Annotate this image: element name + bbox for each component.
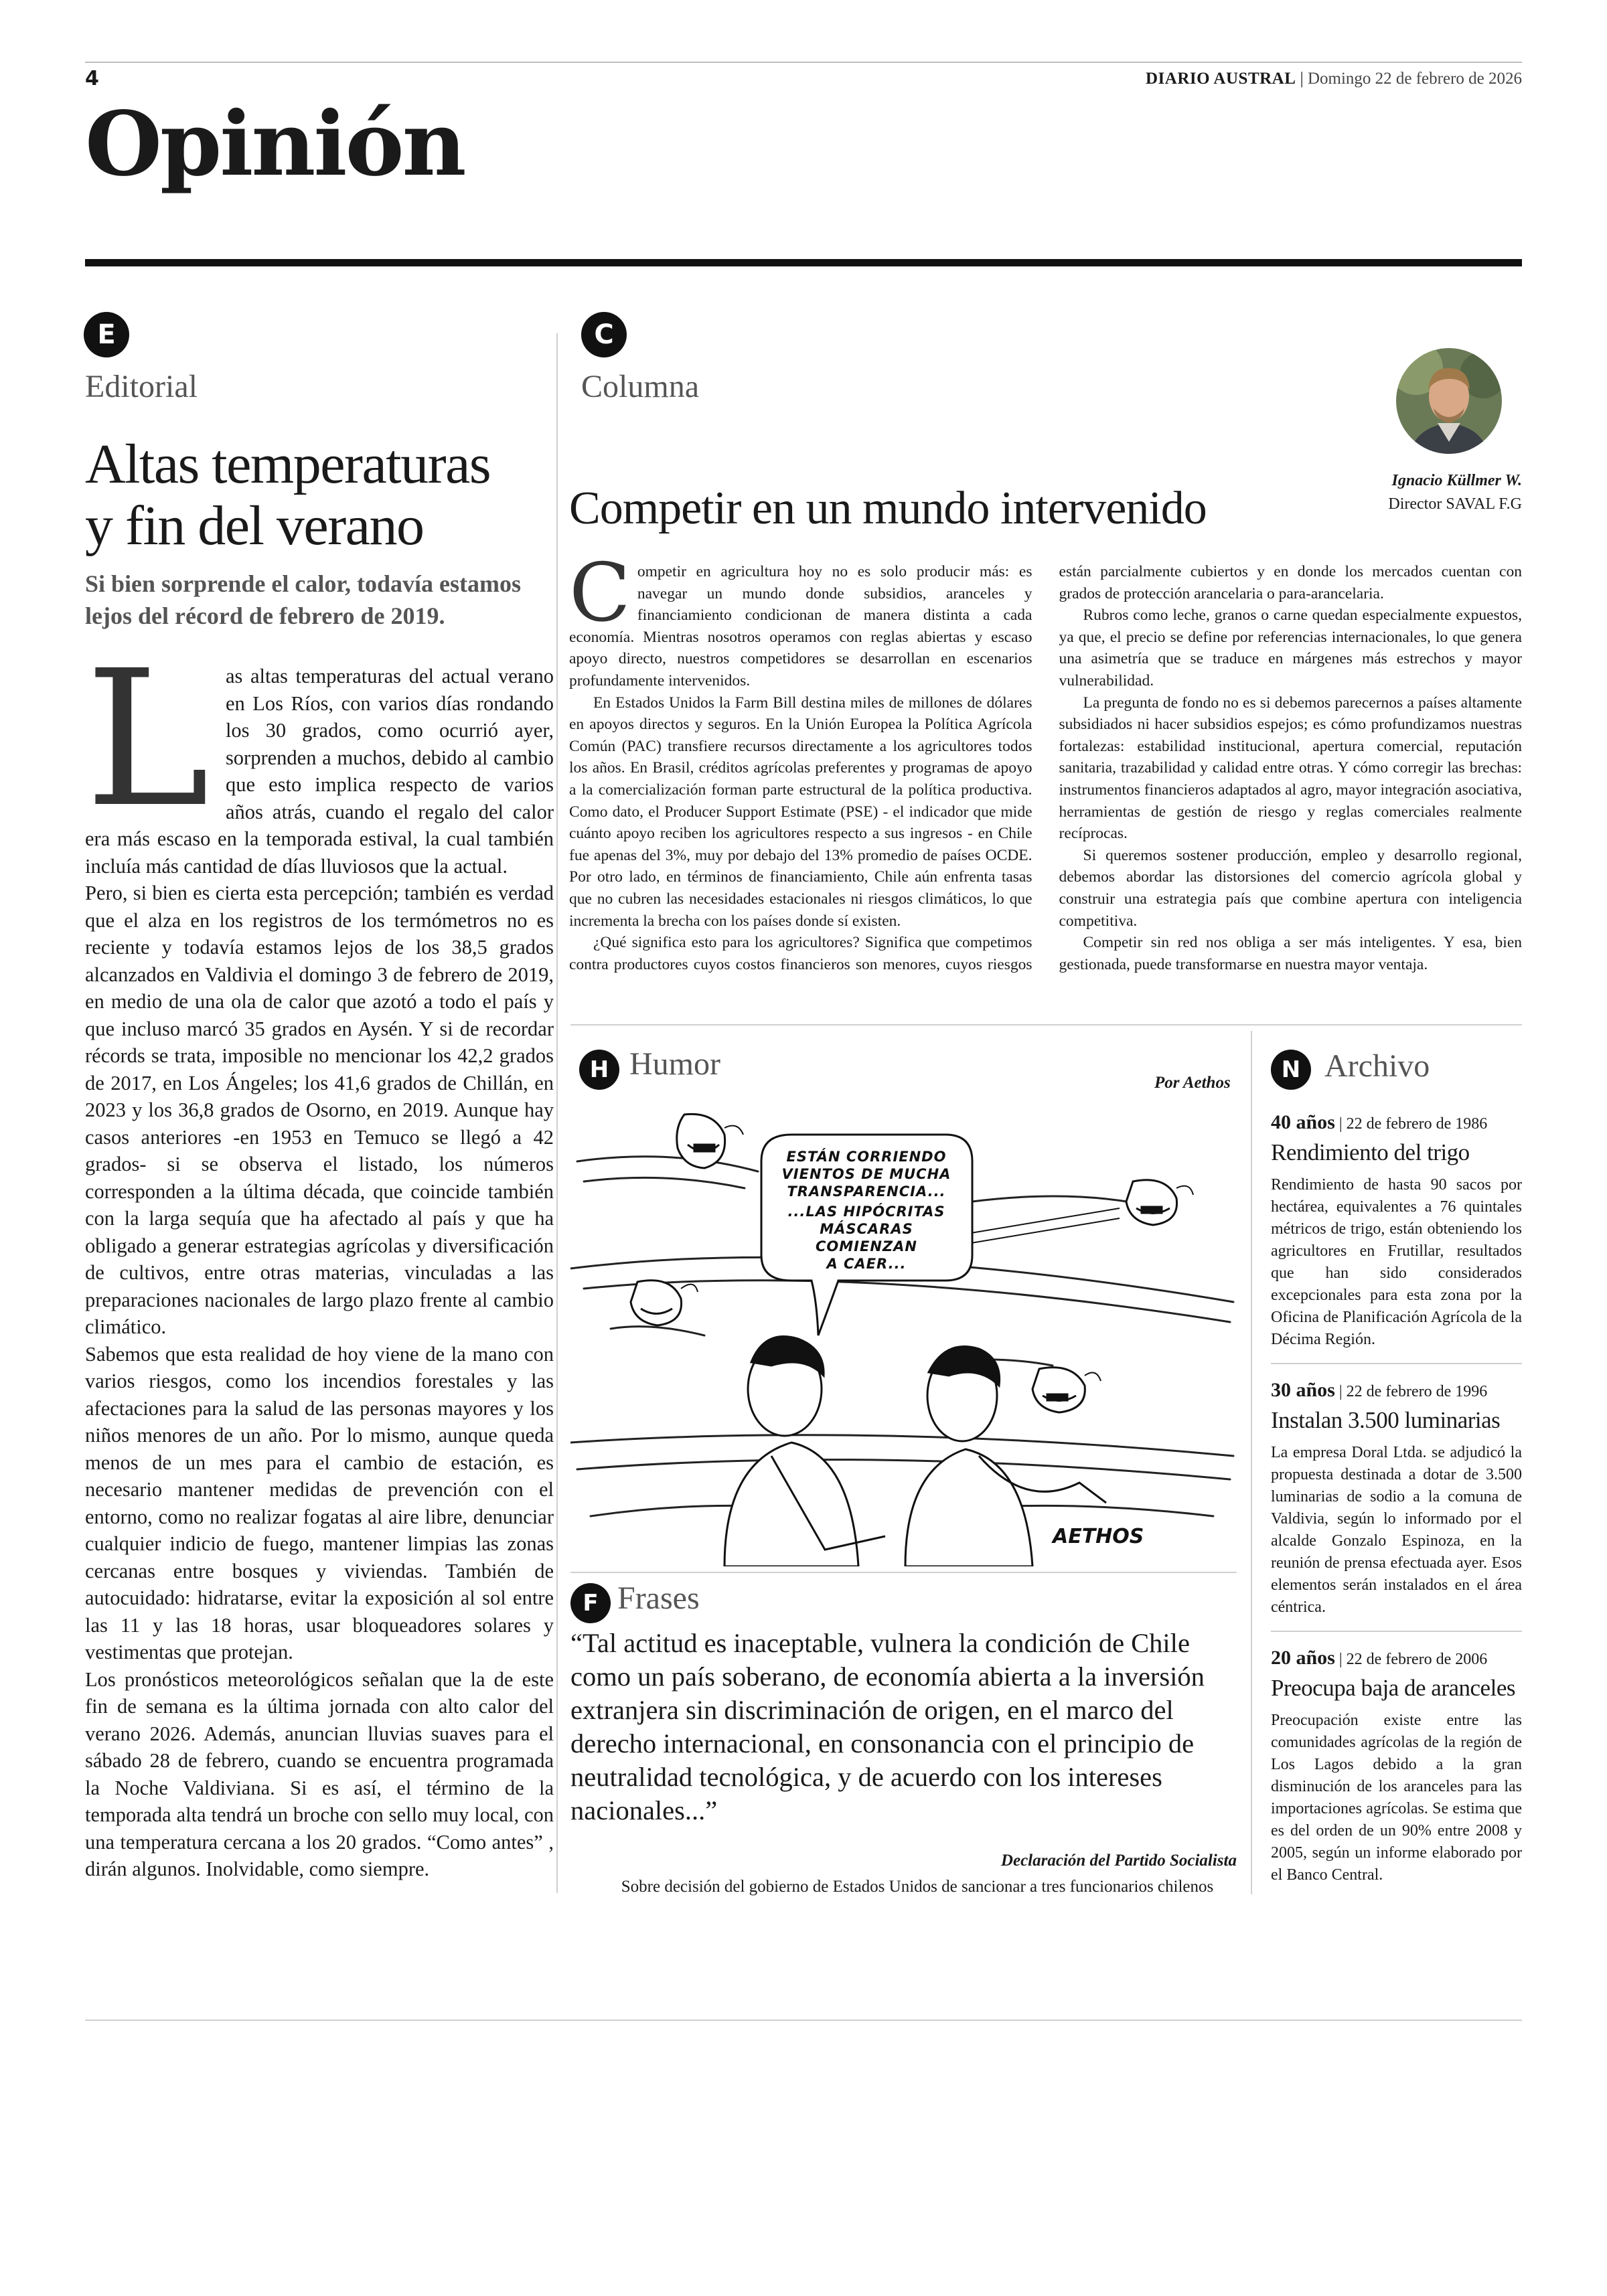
speech-line-1: ESTÁN CORRIENDO — [786, 1149, 947, 1165]
masthead-separator: | — [1296, 70, 1308, 88]
speech-line-5: MÁSCARAS — [820, 1221, 913, 1237]
speech-line-4: ...LAS HIPÓCRITAS — [787, 1204, 945, 1220]
editorial-badge: E — [84, 312, 129, 357]
author-name: Ignacio Küllmer W. — [1391, 472, 1522, 489]
column-paragraph: ¿Qué significa esto para los agricultores? Significa que competimos contra productores cuyos costos financieros son menores, cuyos riesgos están parcialmente cubiertos y en donde los mercados cuentan con grados de protección arancelaria o para-arancelaria. — [569, 563, 1522, 973]
editorial-dropcap: L — [85, 631, 210, 849]
frases-context: Sobre decisión del gobierno de Estados Unidos de sancionar a tres funcionarios chilenos — [621, 1878, 1214, 1896]
speech-line-6: COMIENZAN — [816, 1238, 917, 1254]
frases-quote: “Tal actitud es inaceptable, vulnera la condición de Chile como un país soberano, de economía abierta a la inversión extranjera sin discriminación de origen, en el marco del derecho internacional, en consonancia con el principio de neutralidad tecnológica, y de acuerdo con los intereses nacionales...” — [570, 1628, 1205, 1825]
column-paragraph: Rubros como leche, granos o carne quedan especialmente expuestos, ya que, el precio se define por referencias internacionales, lo que genera una asimetría que se traduce en márgenes más estrechos y mayor vulnerabilidad. — [1059, 606, 1522, 689]
frases-label: Frases — [617, 1580, 700, 1616]
editorial-headline — [85, 434, 554, 557]
archivo-divider — [1251, 1031, 1252, 1894]
editorial-body — [85, 631, 554, 1883]
masthead — [1146, 70, 1522, 88]
column-dropcap: C — [569, 547, 631, 640]
archivo-separator — [1271, 1631, 1522, 1632]
column-headline: Competir en un mundo intervenido — [569, 483, 1207, 534]
archivo-item — [1271, 1647, 1522, 1886]
archivo-item-title: Preocupa baja de aranceles — [1271, 1675, 1515, 1701]
column-paragraph: La pregunta de fondo no es si debemos parecernos a países altamente subsidiados ni hacer subsidios espejos; es cómo profundizamos nuestras fortalezas: estabilidad institucional, apertura comercial, reputación sanitaria, trazabilidad y calidad entre otras. Y cómo corregir las brechas: instrumentos financieros adaptados al agro, mayor integración asociativa, herramientas de gestión de riesgo y reglas comerciales realmente recíprocas. — [1059, 693, 1522, 843]
archivo-item — [1271, 1379, 1522, 1619]
humor-badge: H — [579, 1050, 619, 1090]
column-paragraph: En Estados Unidos la Farm Bill destina miles de millones de dólares en apoyos directos y seguros. En la Unión Europea la Política Agrícola Común (PAC) transfiere recursos directamente a los agricultores todos los años. En Brasil, créditos agrícolas preferentes y programas de apoyo a la comercialización forman parte estructural de la política productiva. Como dato, el Producer Support Estimate (PSE) - el indicador que mide cuánto apoyo reciben los agricultores respecto a sus ingresos - en Chile fue apenas del 3%, muy por debajo del 13% promedio de países OCDE. Por otro lado, en términos de financiamiento, Chile aún enfrenta tasas que no cubren las necesidades estacionales ni riesgos climáticos, lo que incrementa la brecha con los países donde sí existen. — [569, 693, 1032, 930]
humor-credit: Por Aethos — [1154, 1074, 1231, 1092]
speech-line-7: A CAER... — [826, 1256, 907, 1272]
archivo-item — [1271, 1111, 1522, 1351]
archivo-item-dateline: 30 años | 22 de febrero de 1996 — [1271, 1379, 1488, 1401]
author-portrait — [1396, 348, 1502, 454]
archivo-item-text: Rendimiento de hasta 90 sacos por hectárea, equivalentes a 76 quintales métricos de trigo, están obteniendo los agricultores en Frutillar, resultados que han sido considerados excepcionales para esta zona por la Oficina de Planificación Agrícola de la Décima Región. — [1271, 1176, 1522, 1348]
humor-cartoon — [570, 1108, 1237, 1566]
page-number: 4 — [85, 67, 99, 90]
editorial-divider — [556, 333, 558, 1893]
archivo-list — [1271, 1111, 1522, 1897]
archivo-item-title: Instalan 3.500 luminarias — [1271, 1407, 1501, 1433]
masthead-date: Domingo 22 de febrero de 2026 — [1307, 70, 1522, 88]
archivo-item-text: La empresa Doral Ltda. se adjudicó la propuesta destinada a dotar de 3.500 luminarias de sodio a la comuna de Valdivia, según lo informado por el alcalde Gonzalo Espinoza, en la reunión de prensa efectuada ayer. Esos elementos serán instalados en el área céntrica. — [1271, 1444, 1522, 1616]
frases-source: Declaración del Partido Socialista — [1000, 1852, 1237, 1870]
lower-section-rule — [570, 1024, 1522, 1026]
editorial-headline-line1: Altas temperaturas — [85, 433, 491, 495]
archivo-label: Archivo — [1324, 1048, 1430, 1084]
cartoon-drawing — [570, 1108, 1237, 1566]
frases-rule — [570, 1572, 1237, 1573]
editorial-paragraph: Las altas temperaturas del actual verano en Los Ríos, con varios días rondando los 30 grados, como ocurrió ayer, sorprenden a muchos, debido al cambio que esto implica respecto de varios años atrás, cuando el regalo del calor era más escaso en la temporada estival, la cual también incluía más cantidad de días lluviosos que la actual. — [85, 631, 554, 878]
archivo-item-text: Preocupación existe entre las comunidades agrícolas de la región de Los Lagos debido a la gran disminución de los aranceles para las importaciones agrícolas. Se estima que es del orden de un 90% entre 2008 y 2005, según un informe elaborado por el Banco Central. — [1271, 1712, 1522, 1884]
column-paragraph: Competir en agricultura hoy no es solo producir más: es navegar un mundo donde subsidios, aranceles y financiamiento condicionan de manera distinta a cada economía. Mientras nosotros operamos con reglas abiertas y escaso apoyo directo, nuestros competidores se desarrollan en escenarios profundamente intervenidos. — [569, 547, 1032, 689]
editorial-headline-line2: y fin del verano — [85, 495, 424, 557]
editorial-label: Editorial — [85, 369, 198, 404]
column-badge: C — [581, 312, 627, 357]
column-label: Columna — [581, 369, 699, 404]
bottom-rule — [85, 2020, 1522, 2021]
author-role: Director SAVAL F.G — [1388, 495, 1522, 513]
section-rule — [85, 259, 1522, 266]
archivo-item-dateline: 40 años | 22 de febrero de 1986 — [1271, 1111, 1488, 1133]
archivo-item-dateline: 20 años | 22 de febrero de 2006 — [1271, 1647, 1488, 1669]
column-body — [569, 547, 1522, 1003]
editorial-paragraph: Los pronósticos meteorológicos señalan que la de este fin de semana es la última jornada con alto calor del verano 2026. Además, anuncian lluvias suaves para el sábado 28 de febrero, cuando se encuentra programada la Noche Valdiviana. Si es así, el término de la temporada alta tendrá un broche con sello muy local, con una temperatura cercana a los 20 grados. “Como antes” , dirán algunos. Inolvidable, como siempre. — [85, 1667, 554, 1880]
column-paragraph: Competir sin red nos obliga a ser más inteligentes. Y esa, bien gestionada, puede transformarse en nuestra mayor ventaja. — [1059, 934, 1522, 973]
speech-line-3: TRANSPARENCIA... — [787, 1183, 946, 1200]
archivo-item-title: Rendimiento del trigo — [1271, 1139, 1470, 1165]
editorial-paragraph: Pero, si bien es cierta esta percepción; también es verdad que el alza en los registros de los termómetros no es reciente y todavía estamos lejos de los 38,5 grados alcanzados en Valdivia el domingo 3 de febrero de 2019, en medio de una ola de calor que azotó a todo el país y que incluso marcó 35 grados en Aysén. Y si de recordar récords se trata, imposible no mencionar los 42,2 grados de 2017, en Los Ángeles; los 41,6 grados de Chillán, en 2023 y los 36,8 grados de Osorno, en 2019. Aunque hay casos anteriores -en 1953 en Temuco se llegó a 42 grados- si se observa el listado, los números corresponden a la última década, que coincide también con la larga sequía que ha afectado al país y que ha obligado a generar estrategias agrícolas y diversificación de cultivos, entre otras materias, vinculadas a las preparaciones nacionales de largo plazo frente al cambio climático. — [85, 882, 554, 1338]
speech-line-2: VIENTOS DE MUCHA — [781, 1166, 951, 1182]
top-rule — [85, 62, 1522, 63]
cartoon-signature: AETHOS — [1053, 1525, 1144, 1548]
column-paragraph: Si queremos sostener producción, empleo y desarrollo regional, debemos abordar las distorsiones del comercio agrícola global y construir una estrategia país que combine apertura con inteligencia competitiva. — [1059, 846, 1522, 930]
humor-label: Humor — [629, 1046, 720, 1082]
frases-badge: F — [570, 1583, 611, 1623]
editorial-deck: Si bien sorprende el calor, todavía estamos lejos del récord de febrero de 2019. — [85, 570, 522, 629]
masthead-brand: DIARIO AUSTRAL — [1146, 70, 1296, 88]
archivo-separator — [1271, 1363, 1522, 1364]
archivo-badge: N — [1271, 1050, 1311, 1090]
section-title: Opinión — [85, 92, 465, 196]
editorial-paragraph: Sabemos que esta realidad de hoy viene de la mano con varios riesgos, como los incendios forestales y las afectaciones para la salud de las personas mayores y los niños menores de un año. Por lo mismo, aunque queda menos de un mes para el cambio de estación, es necesario mantener medidas de prevención con el entorno, como no realizar fogatas al aire libre, denunciar cualquier indicio de fuego, mantener limpias las zonas cercanas entre bosques y viviendas. También de autocuidado: hidratarse, evitar la exposición al sol entre las 11 y las 18 horas, usar bloqueadores solares y vestimentas que protejan. — [85, 1342, 554, 1663]
